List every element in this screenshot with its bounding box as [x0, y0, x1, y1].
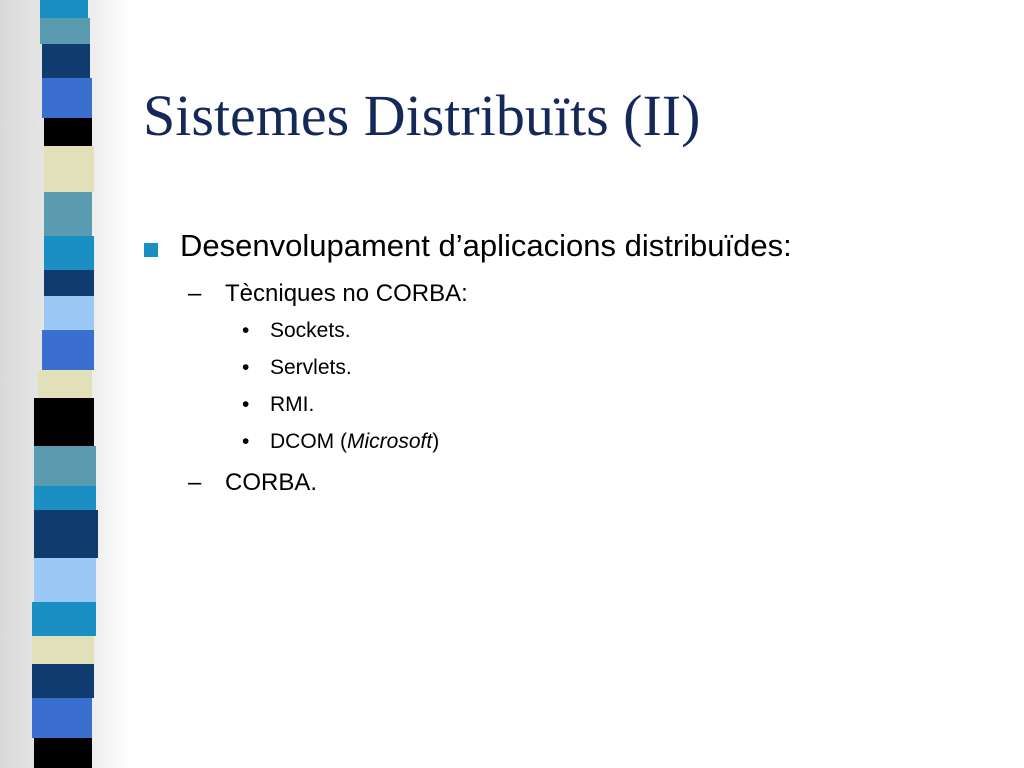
bullet-main: Desenvolupament d’aplicacions distribuïdes: [180, 228, 792, 263]
slide-title: Sistemes Distribuïts (II) [143, 83, 701, 148]
dcom-prefix: DCOM ( [270, 430, 347, 453]
bullet-item-rmi: RMI. [270, 393, 315, 416]
dot-bullet-icon: • [242, 393, 250, 416]
bullet-sub-corba: CORBA. [225, 469, 318, 496]
bullet-item-dcom [270, 430, 439, 454]
bullet-item-servlets: Servlets. [270, 356, 352, 379]
dcom-suffix: ) [432, 430, 440, 453]
dot-bullet-icon: • [242, 430, 250, 453]
bullet-item-sockets: Sockets. [270, 319, 351, 342]
dot-bullet-icon: • [242, 356, 250, 379]
square-bullet-icon [144, 243, 158, 257]
dash-bullet-icon: – [188, 469, 202, 496]
dash-bullet-icon: – [188, 280, 202, 307]
dot-bullet-icon: • [242, 319, 250, 342]
dcom-vendor: Microsoft [347, 430, 433, 453]
bullet-sub-techniques: Tècniques no CORBA: [225, 280, 468, 307]
